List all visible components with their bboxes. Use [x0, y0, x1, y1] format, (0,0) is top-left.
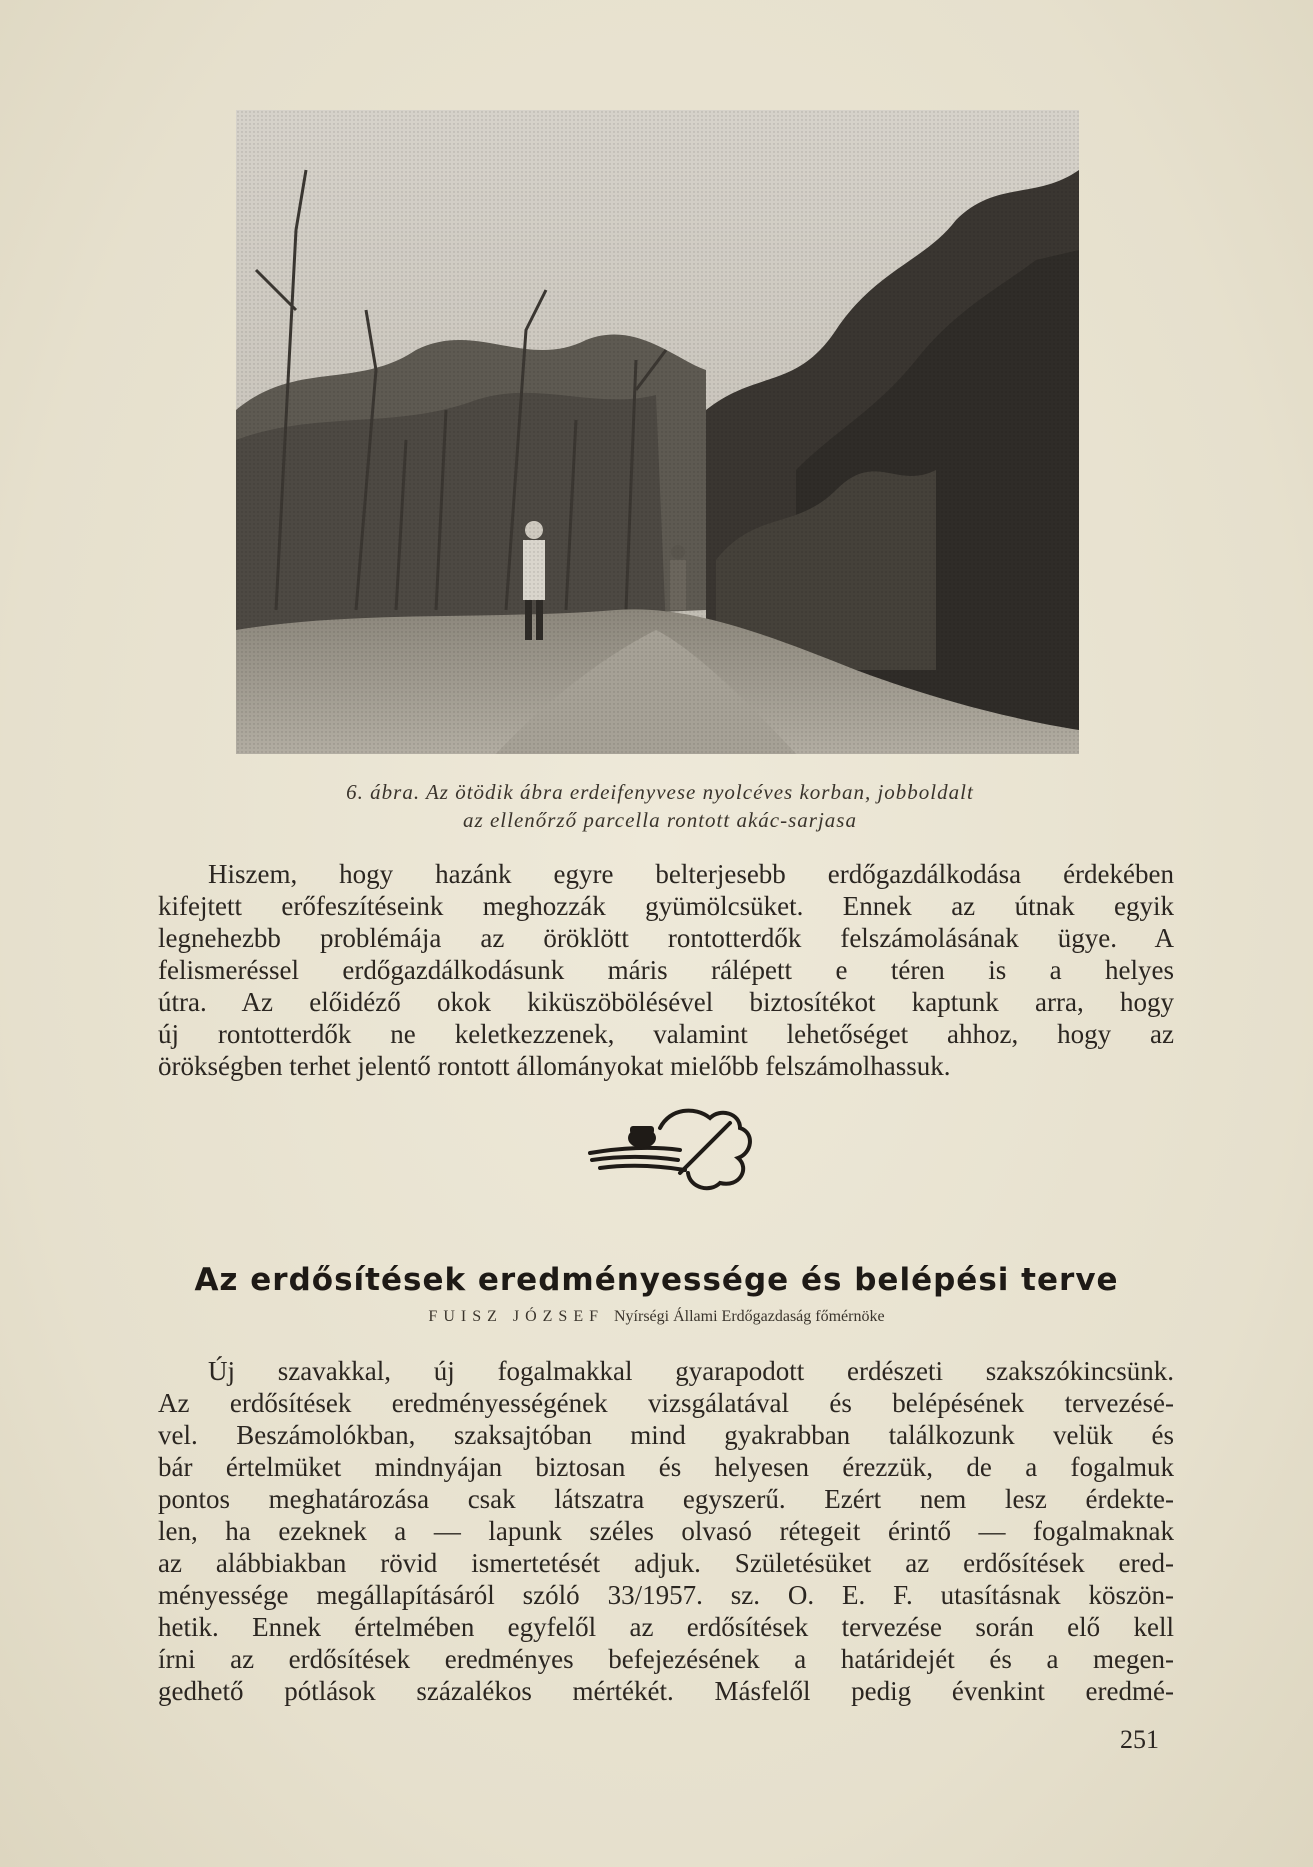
page-number: 251: [1120, 1725, 1159, 1754]
intro-line: örökségben terhet jelentő rontott állományokat mielőbb felszámolhassuk.: [158, 1051, 951, 1081]
figure-caption: [160, 778, 1160, 834]
oak-leaf-acorn-ornament-icon: [580, 1098, 760, 1196]
article-title: Az erdősítések eredményessége és belépési terve: [194, 1262, 1119, 1298]
body-line: hetik. Ennek értelmében egyfelől az erdősítések tervezése során elő kell: [158, 1612, 1174, 1642]
intro-paragraph: [158, 858, 1174, 1082]
caption-line-2: az ellenőrző parcella rontott akác-sarjasa: [463, 808, 857, 832]
author-affiliation: Nyírségi Állami Erdőgazdaság főmérnöke: [614, 1308, 885, 1325]
intro-line: felismeréssel erdőgazdálkodásunk máris rálépett e téren is a helyes: [158, 955, 1174, 985]
body-paragraph: [158, 1355, 1174, 1707]
body-line: vel. Beszámolókban, szaksajtóban mind gyakrabban találkozunk velük és: [158, 1420, 1174, 1450]
body-line: gedhető pótlások százalékos mértékét. Másfelől pedig évenkint eredmé-: [158, 1676, 1174, 1706]
author-name: FUISZ JÓZSEF: [428, 1308, 604, 1325]
body-line: pontos meghatározása csak látszatra egyszerű. Ezért nem lesz érdekte-: [158, 1484, 1174, 1514]
body-line: len, ha ezeknek a — lapunk széles olvasó rétegeit érintő — fogalmaknak: [158, 1516, 1174, 1546]
body-line: Új szavakkal, új fogalmakkal gyarapodott erdészeti szakszókincsünk.: [208, 1356, 1174, 1386]
intro-line: új rontotterdők ne keletkezzenek, valamint lehetőséget ahhoz, hogy az: [158, 1019, 1174, 1049]
intro-line: útra. Az előidéző okok kiküszöbölésével biztosítékot kaptunk arra, hogy: [158, 987, 1174, 1017]
body-line: Az erdősítések eredményességének vizsgálatával és belépésének tervezésé-: [158, 1388, 1174, 1418]
body-line: írni az erdősítések eredményes befejezésének a határidejét és a megen-: [158, 1644, 1174, 1674]
intro-line: Hiszem, hogy hazánk egyre belterjesebb erdőgazdálkodása érdekében: [208, 859, 1174, 889]
intro-line: kifejtett erőfeszítéseink meghozzák gyümölcsüket. Ennek az útnak egyik: [158, 891, 1174, 921]
body-line: ményessége megállapításáról szóló 33/1957. sz. O. E. F. utasításnak köszön-: [158, 1580, 1174, 1610]
caption-line-1: 6. ábra. Az ötödik ábra erdeifenyvese nyolcéves korban, jobboldalt: [346, 780, 974, 804]
forest-photograph: [236, 110, 1079, 754]
forest-photo-illustration: [236, 110, 1079, 754]
body-line: bár értelmüket mindnyájan biztosan és helyesen érezzük, de a fogalmuk: [158, 1452, 1174, 1482]
intro-line: legnehezbb problémája az öröklött rontotterdők felszámolásának ügye. A: [158, 923, 1174, 953]
body-line: az alábbiakban rövid ismertetését adjuk. Születésüket az erdősítések ered-: [158, 1548, 1174, 1578]
article-byline: [0, 1308, 1313, 1326]
